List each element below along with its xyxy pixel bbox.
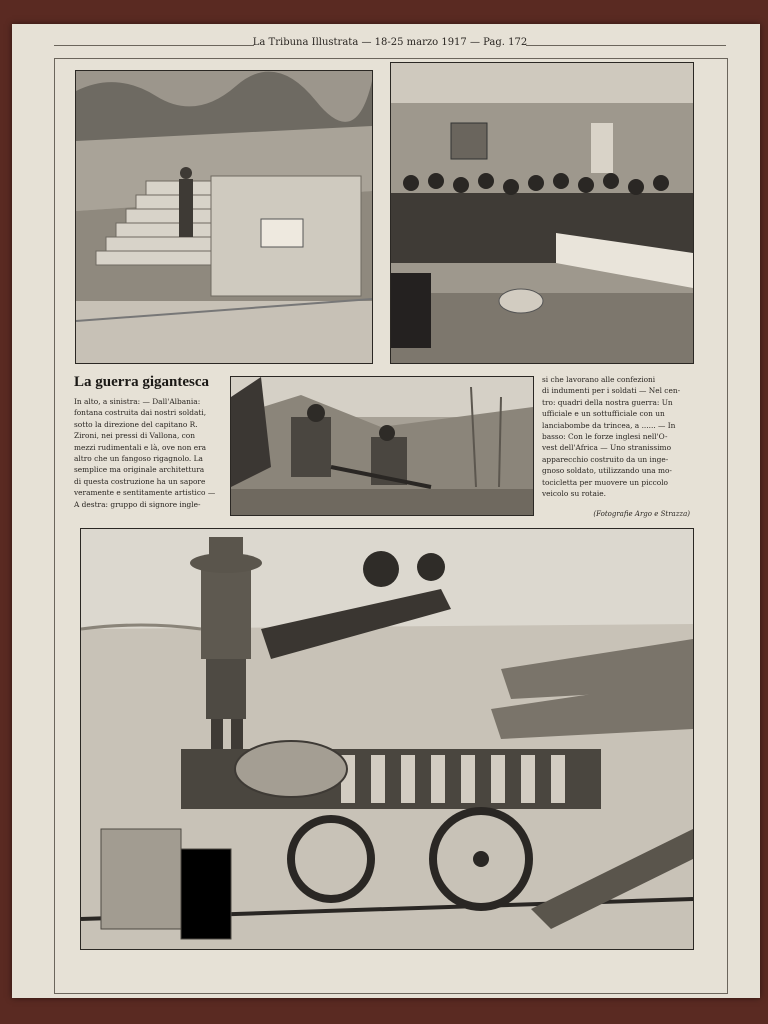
caption-line: di questa costruzione ha un sapore — [74, 476, 206, 486]
header-rule-left — [54, 45, 254, 46]
photo-credits: (Fotografie Argo e Strazza) — [593, 510, 690, 518]
caption-left-column — [74, 396, 234, 510]
caption-line: A destra: gruppo di signore ingle- — [74, 499, 201, 509]
caption-line: si che lavorano alle confezioni — [542, 375, 656, 384]
caption-line: gnoso soldato, utilizzando una mo- — [542, 466, 672, 476]
caption-line: di indumenti per i soldati — Nel cen- — [542, 386, 681, 396]
article-title: La guerra gigantesca — [74, 374, 209, 390]
caption-right-column — [542, 374, 690, 499]
photo-trench-mortar — [230, 376, 534, 516]
caption-line: sotto la direzione del capitano R. — [74, 419, 198, 429]
caption-line: basso: Con le forze inglesi nell'O- — [542, 432, 668, 442]
caption-line: tro: quadri della nostra guerra: Un — [542, 397, 673, 407]
mortar-image — [231, 377, 533, 515]
photo-motorcycle-rail-vehicle — [80, 528, 694, 950]
rail-vehicle-image — [81, 529, 693, 949]
caption-line: mezzi rudimentali e là, ove non era — [74, 442, 207, 452]
caption-line: semplice ma originale architettura — [74, 465, 205, 475]
caption-line: Zironi, nei pressi di Vallona, con — [74, 431, 195, 441]
photo-ladies-group — [390, 62, 694, 364]
caption-line: veramente e sentitamente artistico — — [74, 488, 216, 498]
caption-line: tocicletta per muovere un piccolo — [542, 477, 669, 487]
caption-line: vest dell'Africa — Uno stranissimo — [542, 443, 672, 453]
caption-line: ufficiale e un sottufficiale con un — [542, 409, 665, 419]
caption-line: In alto, a sinistra: — Dall'Albania: — [74, 397, 201, 406]
photo-fountain — [75, 70, 373, 364]
header-rule-right — [526, 45, 726, 46]
ladies-image — [391, 63, 693, 363]
caption-line: altro che un fangoso rigagnolo. La — [74, 454, 203, 464]
caption-line: fontana costruita dai nostri soldati, — [74, 408, 207, 418]
caption-line: apparecchio costruito da un inge- — [542, 454, 669, 464]
fountain-image — [76, 71, 372, 363]
header-text: La Tribuna Illustrata — 18-25 marzo 1917 — Pag. 172 — [252, 37, 528, 48]
page-header — [54, 37, 726, 53]
caption-line: veicolo su rotaie. — [542, 489, 607, 499]
caption-line: lanciabombe da trincea, a ...... — In — [542, 420, 676, 430]
magazine-page — [12, 24, 760, 998]
